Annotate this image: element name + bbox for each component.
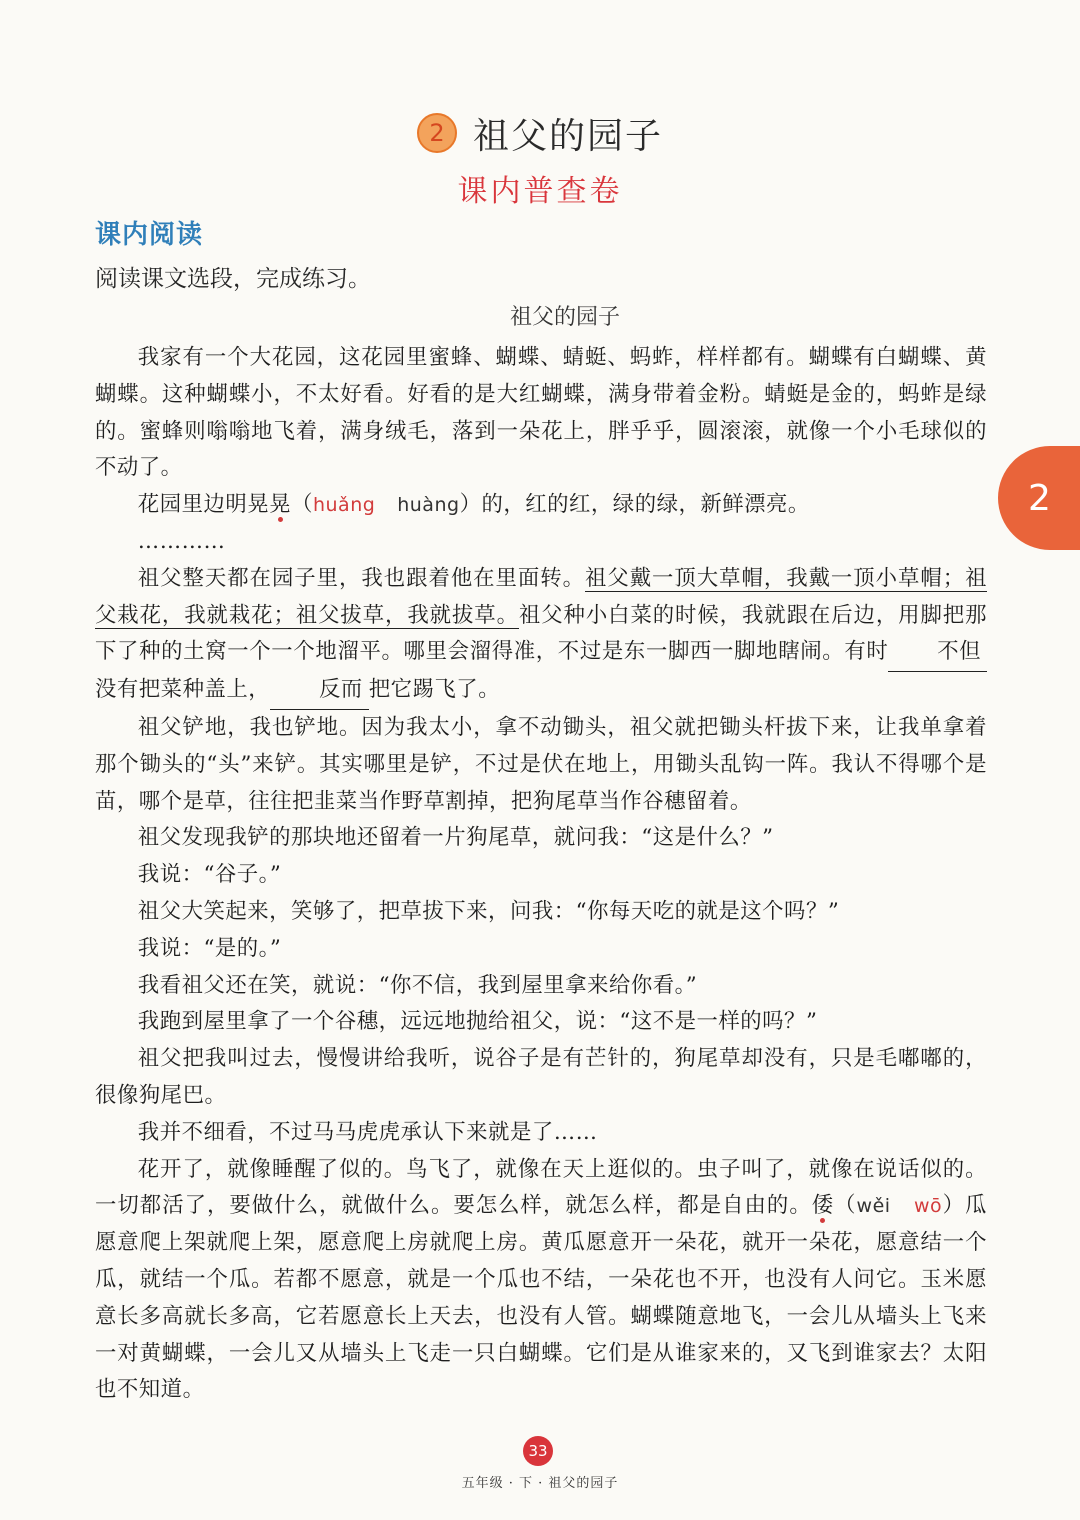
paragraph-6: 我说：“谷子。” <box>137 862 282 888</box>
underlined-sentence: 祖父戴一顶大草帽，我戴一顶小草帽；祖父栽花，我就栽花；祖父拔草，我就拔草。 <box>95 565 987 628</box>
lesson-title: 祖父的园子 <box>472 115 663 157</box>
page-footer: 五年级 · 下 · 祖父的园子 <box>461 1476 619 1491</box>
exam-subtitle: 课内普查卷 <box>457 174 623 209</box>
pinyin-option-2[interactable]: wō <box>913 1195 943 1218</box>
paragraph-1: 我家有一个大花园，这花园里蜜蜂、蝴蝶、蜻蜓、蚂蚱，样样都有。蝴蝶有白蝴蝶、黄蝴蝶。这种蝴蝶小，不太好看。好看的是大红蝴蝶，满身带着金粉。蜻蜓是金的，蚂蚱是绿的。蜜蜂则嗡嗡地飞着，满身绒毛，落到一朵花上，胖乎乎，圆滚滚，就像一个小毛球似的不动了。 <box>95 345 987 481</box>
marked-character: 倭 <box>811 1193 835 1219</box>
pinyin-option-1[interactable]: huǎng <box>312 494 376 517</box>
paragraph-4: 祖父铲地，我也铲地。因为我太小，拿不动锄头，祖父就把锄头杆拔下来，让我单拿着那个锄头的“头”来铲。其实哪里是铲，不过是伏在地上，用锄头乱钩一阵。我认不得哪个是苗，哪个是草，往往把韭菜当作野草割掉，把狗尾草当作谷穗留着。 <box>95 714 987 814</box>
paragraph-2 <box>95 487 987 524</box>
passage-title: 祖父的园子 <box>509 305 620 330</box>
paragraph-3-end: 把它踢飞了。 <box>368 677 501 703</box>
paragraph-9: 我看祖父还在笑，就说：“你不信，我到屋里拿来给你看。” <box>137 972 698 998</box>
paragraph-3-between: 没有把菜种盖上， <box>95 677 271 703</box>
paragraph-12: 我并不细看，不过马马虎虎承认下来就是了…… <box>137 1119 598 1145</box>
paragraph-10: 我跑到屋里拿了一个谷穗，远远地抛给祖父，说：“这不是一样的吗？” <box>137 1009 818 1035</box>
lesson-number-badge <box>417 113 457 153</box>
paragraph-2-lead: 花园里边明晃 <box>137 492 270 518</box>
instruction-text: 阅读课文选段，完成练习。 <box>95 266 371 292</box>
pinyin-option-1[interactable]: wěi <box>856 1195 891 1218</box>
section-heading: 课内阅读 <box>95 220 204 250</box>
reading-passage <box>95 340 987 1409</box>
paren-open: （ <box>834 1193 857 1219</box>
paragraph-11: 祖父把我叫过去，慢慢讲给我听，说谷子是有芒针的，狗尾草却没有，只是毛嘟嘟的，很像狗尾巴。 <box>95 1046 987 1108</box>
paragraph-3-lead: 祖父整天都在园子里，我也跟着他在里面转。 <box>137 565 585 591</box>
paren-open: （ <box>291 492 313 518</box>
paragraph-13-lead: 花开了，就像睡醒了似的。鸟飞了，就像在天上逛似的。虫子叫了，就像在说话似的。一切都活了，要做什么，就做什么。要怎么样，就怎么样，都是自由的。 <box>95 1156 987 1219</box>
paragraph-5: 祖父发现我铲的那块地还留着一片狗尾草，就问我：“这是什么？” <box>137 825 774 851</box>
marked-character: 晃 <box>269 492 292 518</box>
paragraph-3 <box>95 561 987 710</box>
paragraph-3-middle: 祖父种小白菜的时候，我就跟在后边，用脚把那下了种的土窝一个一个地溜平。哪里会溜得准，不过是东一脚西一脚地瞎闹。有时 <box>95 602 987 665</box>
ellipsis-line: ………… <box>137 528 226 554</box>
chapter-side-tab <box>998 446 1080 550</box>
pinyin-option-2[interactable]: huàng <box>397 494 460 517</box>
chapter-number: 2 <box>1028 477 1051 519</box>
lesson-number: 2 <box>429 119 445 147</box>
page-number: 33 <box>528 1442 548 1460</box>
paragraph-13-tail: ）瓜愿意爬上架就爬上架，愿意爬上房就爬上房。黄瓜愿意开一朵花，就开一朵花，愿意结一个瓜，就结一个瓜。若都不愿意，就是一个瓜也不结，一朵花也不开，也没有人问它。玉米愿意长多高就长多高，它若愿意长上天去，也没有人管。蝴蝶随意地飞，一会儿从墙头上飞来一对黄蝴蝶，一会儿又从墙头上飞走一只白蝴蝶。它们是从谁家来的，又飞到谁家去？太阳也不知道。 <box>95 1193 987 1403</box>
paragraph-8: 我说：“是的。” <box>137 935 282 961</box>
page-number-badge <box>523 1436 553 1466</box>
lesson-header <box>0 108 1080 158</box>
paragraph-13 <box>95 1152 987 1410</box>
paragraph-7: 祖父大笑起来，笑够了，把草拔下来，问我：“你每天吃的就是这个吗？” <box>137 898 840 924</box>
fill-blank-1[interactable]: 不但 <box>888 634 987 672</box>
fill-blank-2[interactable]: 反而 <box>270 672 369 710</box>
paragraph-2-tail: ）的，红的红，绿的绿，新鲜漂亮。 <box>459 492 810 518</box>
